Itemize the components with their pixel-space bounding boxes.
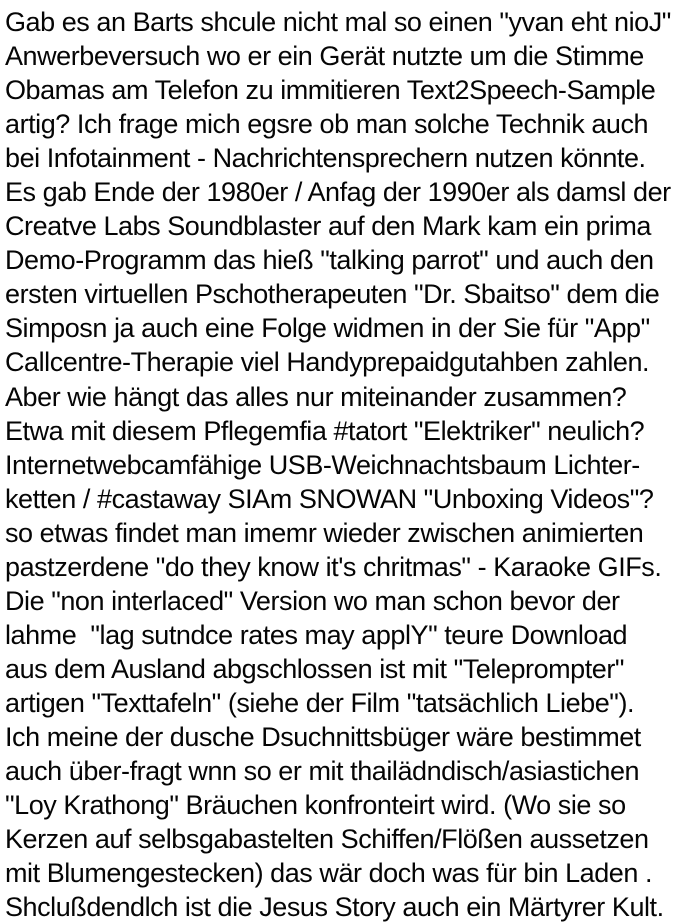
text-line: ersten virtuellen Pschotherapeuten "Dr. Sbaitso" dem die	[5, 279, 660, 310]
text-line: Anwerbeversuch wo er ein Gerät nutzte um die Stimme	[5, 41, 644, 72]
text-line: artigen "Texttafeln" (siehe der Film "tatsächlich Liebe").	[5, 687, 635, 718]
text-line: Kerzen auf selbsgabastelten Schiffen/Flößen aussetzen	[5, 824, 649, 855]
text-line: Es gab Ende der 1980er / Anfag der 1990er als damsl der	[5, 177, 671, 208]
text-body	[5, 5, 682, 924]
text-line: so etwas findet man imemr wieder zwischen animierten	[5, 517, 644, 548]
text-line: bei Infotainment - Nachrichtensprechern nutzen könnte.	[5, 143, 646, 174]
text-line: Obamas am Telefon zu immitieren Text2Speech-Sample	[5, 75, 656, 106]
text-line: mit Blumengestecken) das wär doch was für bin Laden .	[5, 858, 652, 889]
text-line: Ich meine der dusche Dsuchnittsbüger wäre bestimmet	[5, 721, 641, 752]
text-line: aus dem Ausland abgschlossen ist mit "Teleprompter"	[5, 653, 625, 684]
text-line: Creatve Labs Soundblaster auf den Mark kam ein prima	[5, 211, 651, 242]
text-line: Simposn ja auch eine Folge widmen in der Sie für "App"	[5, 313, 650, 344]
text-line: lahme "lag sutndce rates may applY" teure Download	[5, 619, 628, 650]
text-line: Gab es an Barts shcule nicht mal so einen "yvan eht nioJ"	[5, 7, 671, 37]
text-line: Callcentre-Therapie viel Handyprepaidgutahben zahlen.	[5, 347, 650, 378]
text-line: ketten / #castaway SIAm SNOWAN "Unboxing Videos"?	[5, 483, 654, 514]
text-line: pastzerdene "do they know it's chritmas" - Karaoke GIFs.	[5, 551, 662, 582]
text-line: Etwa mit diesem Pflegemfia #tatort "Elektriker" neulich?	[5, 415, 645, 446]
text-line: artig? Ich frage mich egsre ob man solche Technik auch	[5, 109, 649, 140]
text-line: Internetwebcamfähige USB-Weichnachtsbaum Lichter-	[5, 449, 640, 480]
text-line: auch über-fragt wnn so er mit thailädndisch/asiastichen	[5, 756, 640, 787]
text-line: Demo-Programm das hieß "talking parrot" und auch den	[5, 245, 654, 276]
text-line: Aber wie hängt das alles nur miteinander zusammen?	[5, 381, 627, 412]
text-line: Shclußdendlch ist die Jesus Story auch ein Märtyrer Kult.	[5, 892, 664, 923]
text-line: "Loy Krathong" Bräuchen konfronteirt wird. (Wo sie so	[5, 790, 626, 821]
text-line: Die "non interlaced" Version wo man schon bevor der	[5, 585, 620, 616]
